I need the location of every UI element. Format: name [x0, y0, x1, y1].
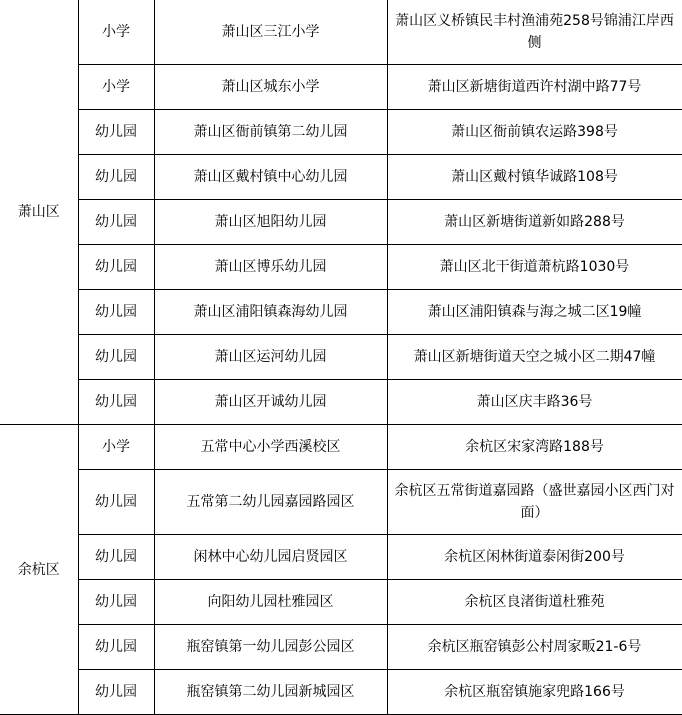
- school-name-cell: 萧山区三江小学: [154, 0, 387, 65]
- school-name-cell: 萧山区博乐幼儿园: [154, 245, 387, 290]
- school-name-cell: 萧山区城东小学: [154, 65, 387, 110]
- type-cell: 幼儿园: [78, 335, 154, 380]
- table-row: [0, 470, 682, 535]
- table-row: [0, 580, 682, 625]
- school-name-cell: 萧山区运河幼儿园: [154, 335, 387, 380]
- type-cell: 幼儿园: [78, 155, 154, 200]
- school-name-cell: 向阳幼儿园杜雅园区: [154, 580, 387, 625]
- school-name-cell: 五常中心小学西溪校区: [154, 425, 387, 470]
- address-cell: 萧山区新塘街道新如路288号: [387, 200, 682, 245]
- table-row: [0, 0, 682, 65]
- school-name-cell: 萧山区戴村镇中心幼儿园: [154, 155, 387, 200]
- school-name-cell: 闲林中心幼儿园启贤园区: [154, 535, 387, 580]
- address-cell: 萧山区衙前镇农运路398号: [387, 110, 682, 155]
- address-cell: 萧山区新塘街道天空之城小区二期47幢: [387, 335, 682, 380]
- table-row: [0, 110, 682, 155]
- school-name-cell: 萧山区浦阳镇森海幼儿园: [154, 290, 387, 335]
- type-cell: 幼儿园: [78, 290, 154, 335]
- school-name-cell: 瓶窑镇第一幼儿园彭公园区: [154, 625, 387, 670]
- table-row: [0, 335, 682, 380]
- table-row: [0, 245, 682, 290]
- school-name-cell: 萧山区旭阳幼儿园: [154, 200, 387, 245]
- address-cell: 余杭区良渚街道杜雅苑: [387, 580, 682, 625]
- type-cell: 幼儿园: [78, 200, 154, 245]
- address-cell: 萧山区庆丰路36号: [387, 380, 682, 425]
- type-cell: 幼儿园: [78, 245, 154, 290]
- table-row: [0, 200, 682, 245]
- school-name-cell: 瓶窑镇第二幼儿园新城园区: [154, 670, 387, 715]
- district-cell: 萧山区: [0, 0, 78, 425]
- type-cell: 幼儿园: [78, 535, 154, 580]
- type-cell: 小学: [78, 425, 154, 470]
- table-row: [0, 65, 682, 110]
- table-row: [0, 670, 682, 715]
- table-row: [0, 290, 682, 335]
- table-row: [0, 155, 682, 200]
- type-cell: 幼儿园: [78, 110, 154, 155]
- address-cell: 萧山区北干街道萧杭路1030号: [387, 245, 682, 290]
- address-cell: 萧山区戴村镇华诚路108号: [387, 155, 682, 200]
- table-row: [0, 380, 682, 425]
- address-cell: 余杭区五常街道嘉园路（盛世嘉园小区西门对面）: [387, 470, 682, 535]
- table-row: [0, 535, 682, 580]
- type-cell: 幼儿园: [78, 580, 154, 625]
- type-cell: 幼儿园: [78, 670, 154, 715]
- address-cell: 余杭区瓶窑镇彭公村周家畈21-6号: [387, 625, 682, 670]
- type-cell: 幼儿园: [78, 380, 154, 425]
- type-cell: 小学: [78, 0, 154, 65]
- address-cell: 余杭区宋家湾路188号: [387, 425, 682, 470]
- address-cell: 萧山区义桥镇民丰村渔浦苑258号锦浦江岸西侧: [387, 0, 682, 65]
- type-cell: 小学: [78, 65, 154, 110]
- type-cell: 幼儿园: [78, 625, 154, 670]
- address-cell: 萧山区新塘街道西许村湖中路77号: [387, 65, 682, 110]
- district-cell: 余杭区: [0, 425, 78, 715]
- type-cell: 幼儿园: [78, 470, 154, 535]
- school-name-cell: 五常第二幼儿园嘉园路园区: [154, 470, 387, 535]
- table-row: [0, 625, 682, 670]
- address-cell: 余杭区瓶窑镇施家兜路166号: [387, 670, 682, 715]
- table-row: [0, 425, 682, 470]
- school-name-cell: 萧山区衙前镇第二幼儿园: [154, 110, 387, 155]
- school-name-cell: 萧山区开诚幼儿园: [154, 380, 387, 425]
- address-cell: 萧山区浦阳镇森与海之城二区19幢: [387, 290, 682, 335]
- address-cell: 余杭区闲林街道泰闲街200号: [387, 535, 682, 580]
